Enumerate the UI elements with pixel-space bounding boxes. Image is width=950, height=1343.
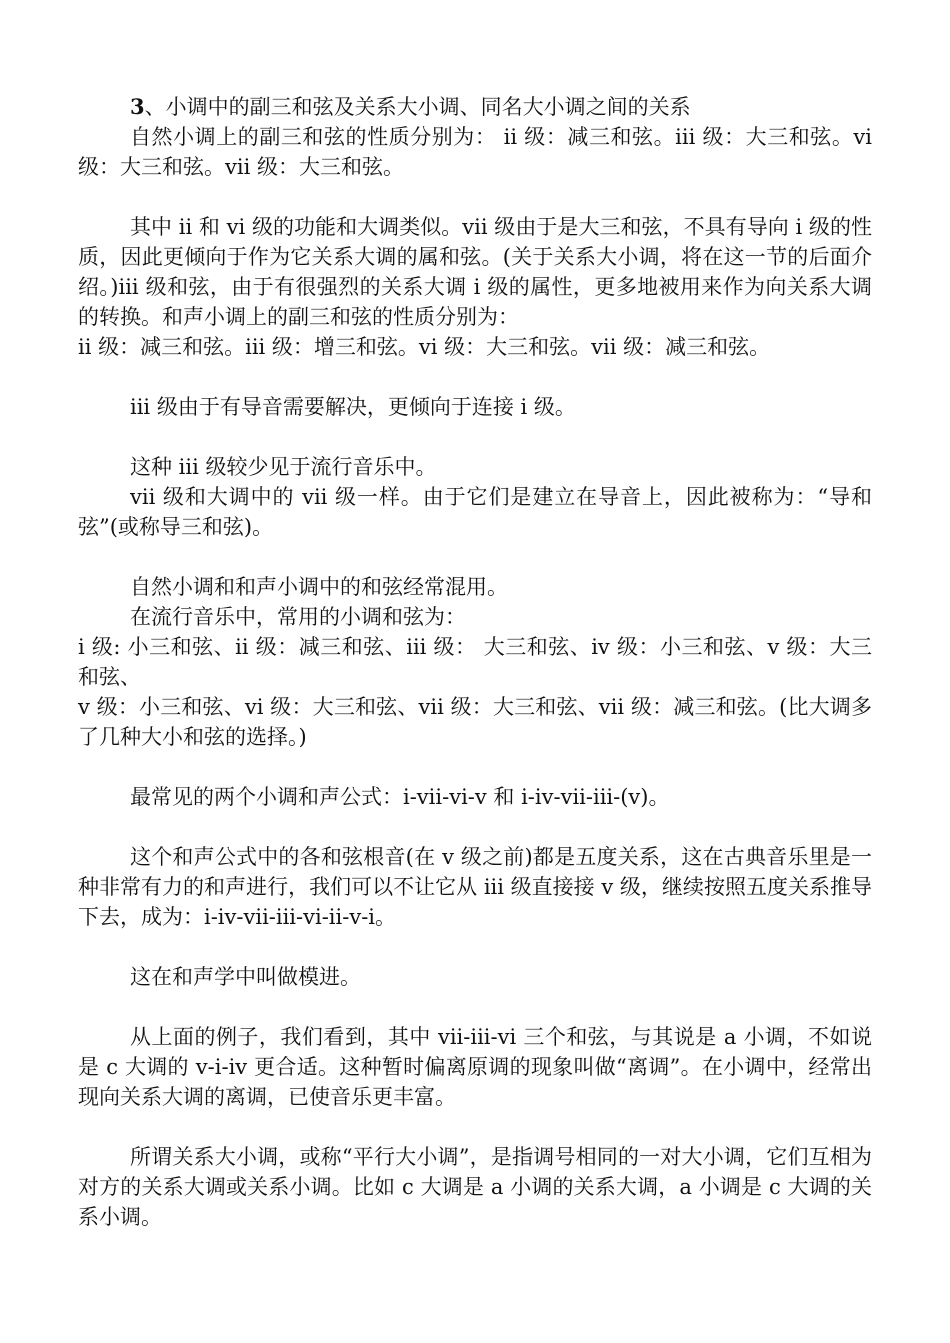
paragraph-gap [78, 992, 872, 1022]
section-title: 、小调中的副三和弦及关系大小调、同名大小调之间的关系 [144, 95, 691, 119]
paragraph-gap [78, 812, 872, 842]
paragraph: 自然小调上的副三和弦的性质分别为： ii 级：减三和弦。iii 级：大三和弦。vi 级：大三和弦。vii 级：大三和弦。 [78, 125, 872, 179]
paragraph: 这种 iii 级较少见于流行音乐中。 [130, 455, 437, 479]
paragraph: iii 级由于有导音需要解决，更倾向于连接 i 级。 [130, 395, 576, 419]
paragraph: 这在和声学中叫做模进。 [130, 965, 361, 989]
paragraph-gap [78, 182, 872, 212]
paragraph-gap [78, 932, 872, 962]
paragraph: 所谓关系大小调，或称“平行大小调”，是指调号相同的一对大小调，它们互相为对方的关系大调或关系小调。比如 c 大调是 a 小调的关系大调，a 小调是 c 大调的关系小调。 [78, 1145, 872, 1229]
paragraph: 其中 ii 和 vi 级的功能和大调类似。vii 级由于是大三和弦，不具有导向 i 级的性质，因此更倾向于作为它关系大调的属和弦。(关于关系大小调，将在这一节的后面介绍。)iii 级和弦，由于有很强烈的关系大调 i 级的属性，更多地被用来作为向关系大调的转换。和声小调上的副三和弦的性质分别为： [78, 215, 872, 329]
paragraph-gap [78, 422, 872, 452]
paragraph: 这个和声公式中的各和弦根音(在 v 级之前)都是五度关系，这在古典音乐里是一种非常有力的和声进行，我们可以不让它从 iii 级直接接 v 级，继续按照五度关系推导下去，成为：i-iv-vii-iii-vi-ii-v-i。 [78, 845, 872, 929]
paragraph: i 级: 小三和弦、ii 级：减三和弦、iii 级： 大三和弦、iv 级：小三和弦、v 级：大三和弦、 [78, 635, 872, 689]
paragraph-gap [78, 362, 872, 392]
paragraph: v 级：小三和弦、vi 级：大三和弦、vii 级：大三和弦、vii 级：减三和弦。(比大调多了几种大小和弦的选择。) [78, 695, 872, 749]
paragraph: ii 级：减三和弦。iii 级：增三和弦。vi 级：大三和弦。vii 级：减三和弦。 [78, 335, 771, 359]
section-number: 3 [130, 94, 145, 119]
paragraph-gap [78, 542, 872, 572]
paragraph: 在流行音乐中，常用的小调和弦为： [130, 605, 466, 629]
paragraph-gap [78, 752, 872, 782]
paragraph: 自然小调和和声小调中的和弦经常混用。 [130, 575, 508, 599]
paragraph: vii 级和大调中的 vii 级一样。由于它们是建立在导音上，因此被称为：“导和弦”(或称导三和弦)。 [78, 485, 872, 539]
paragraph: 从上面的例子，我们看到，其中 vii-iii-vi 三个和弦，与其说是 a 小调，不如说是 c 大调的 v-i-iv 更合适。这种暂时偏离原调的现象叫做“离调”。在小调中，经常出现向关系大调的离调，已使音乐更丰富。 [78, 1025, 872, 1109]
paragraph-gap [78, 1112, 872, 1142]
document-body [78, 92, 872, 1232]
paragraph: 最常见的两个小调和声公式：i-vii-vi-v 和 i-iv-vii-iii-(v)。 [130, 785, 670, 809]
section-heading [78, 92, 872, 122]
